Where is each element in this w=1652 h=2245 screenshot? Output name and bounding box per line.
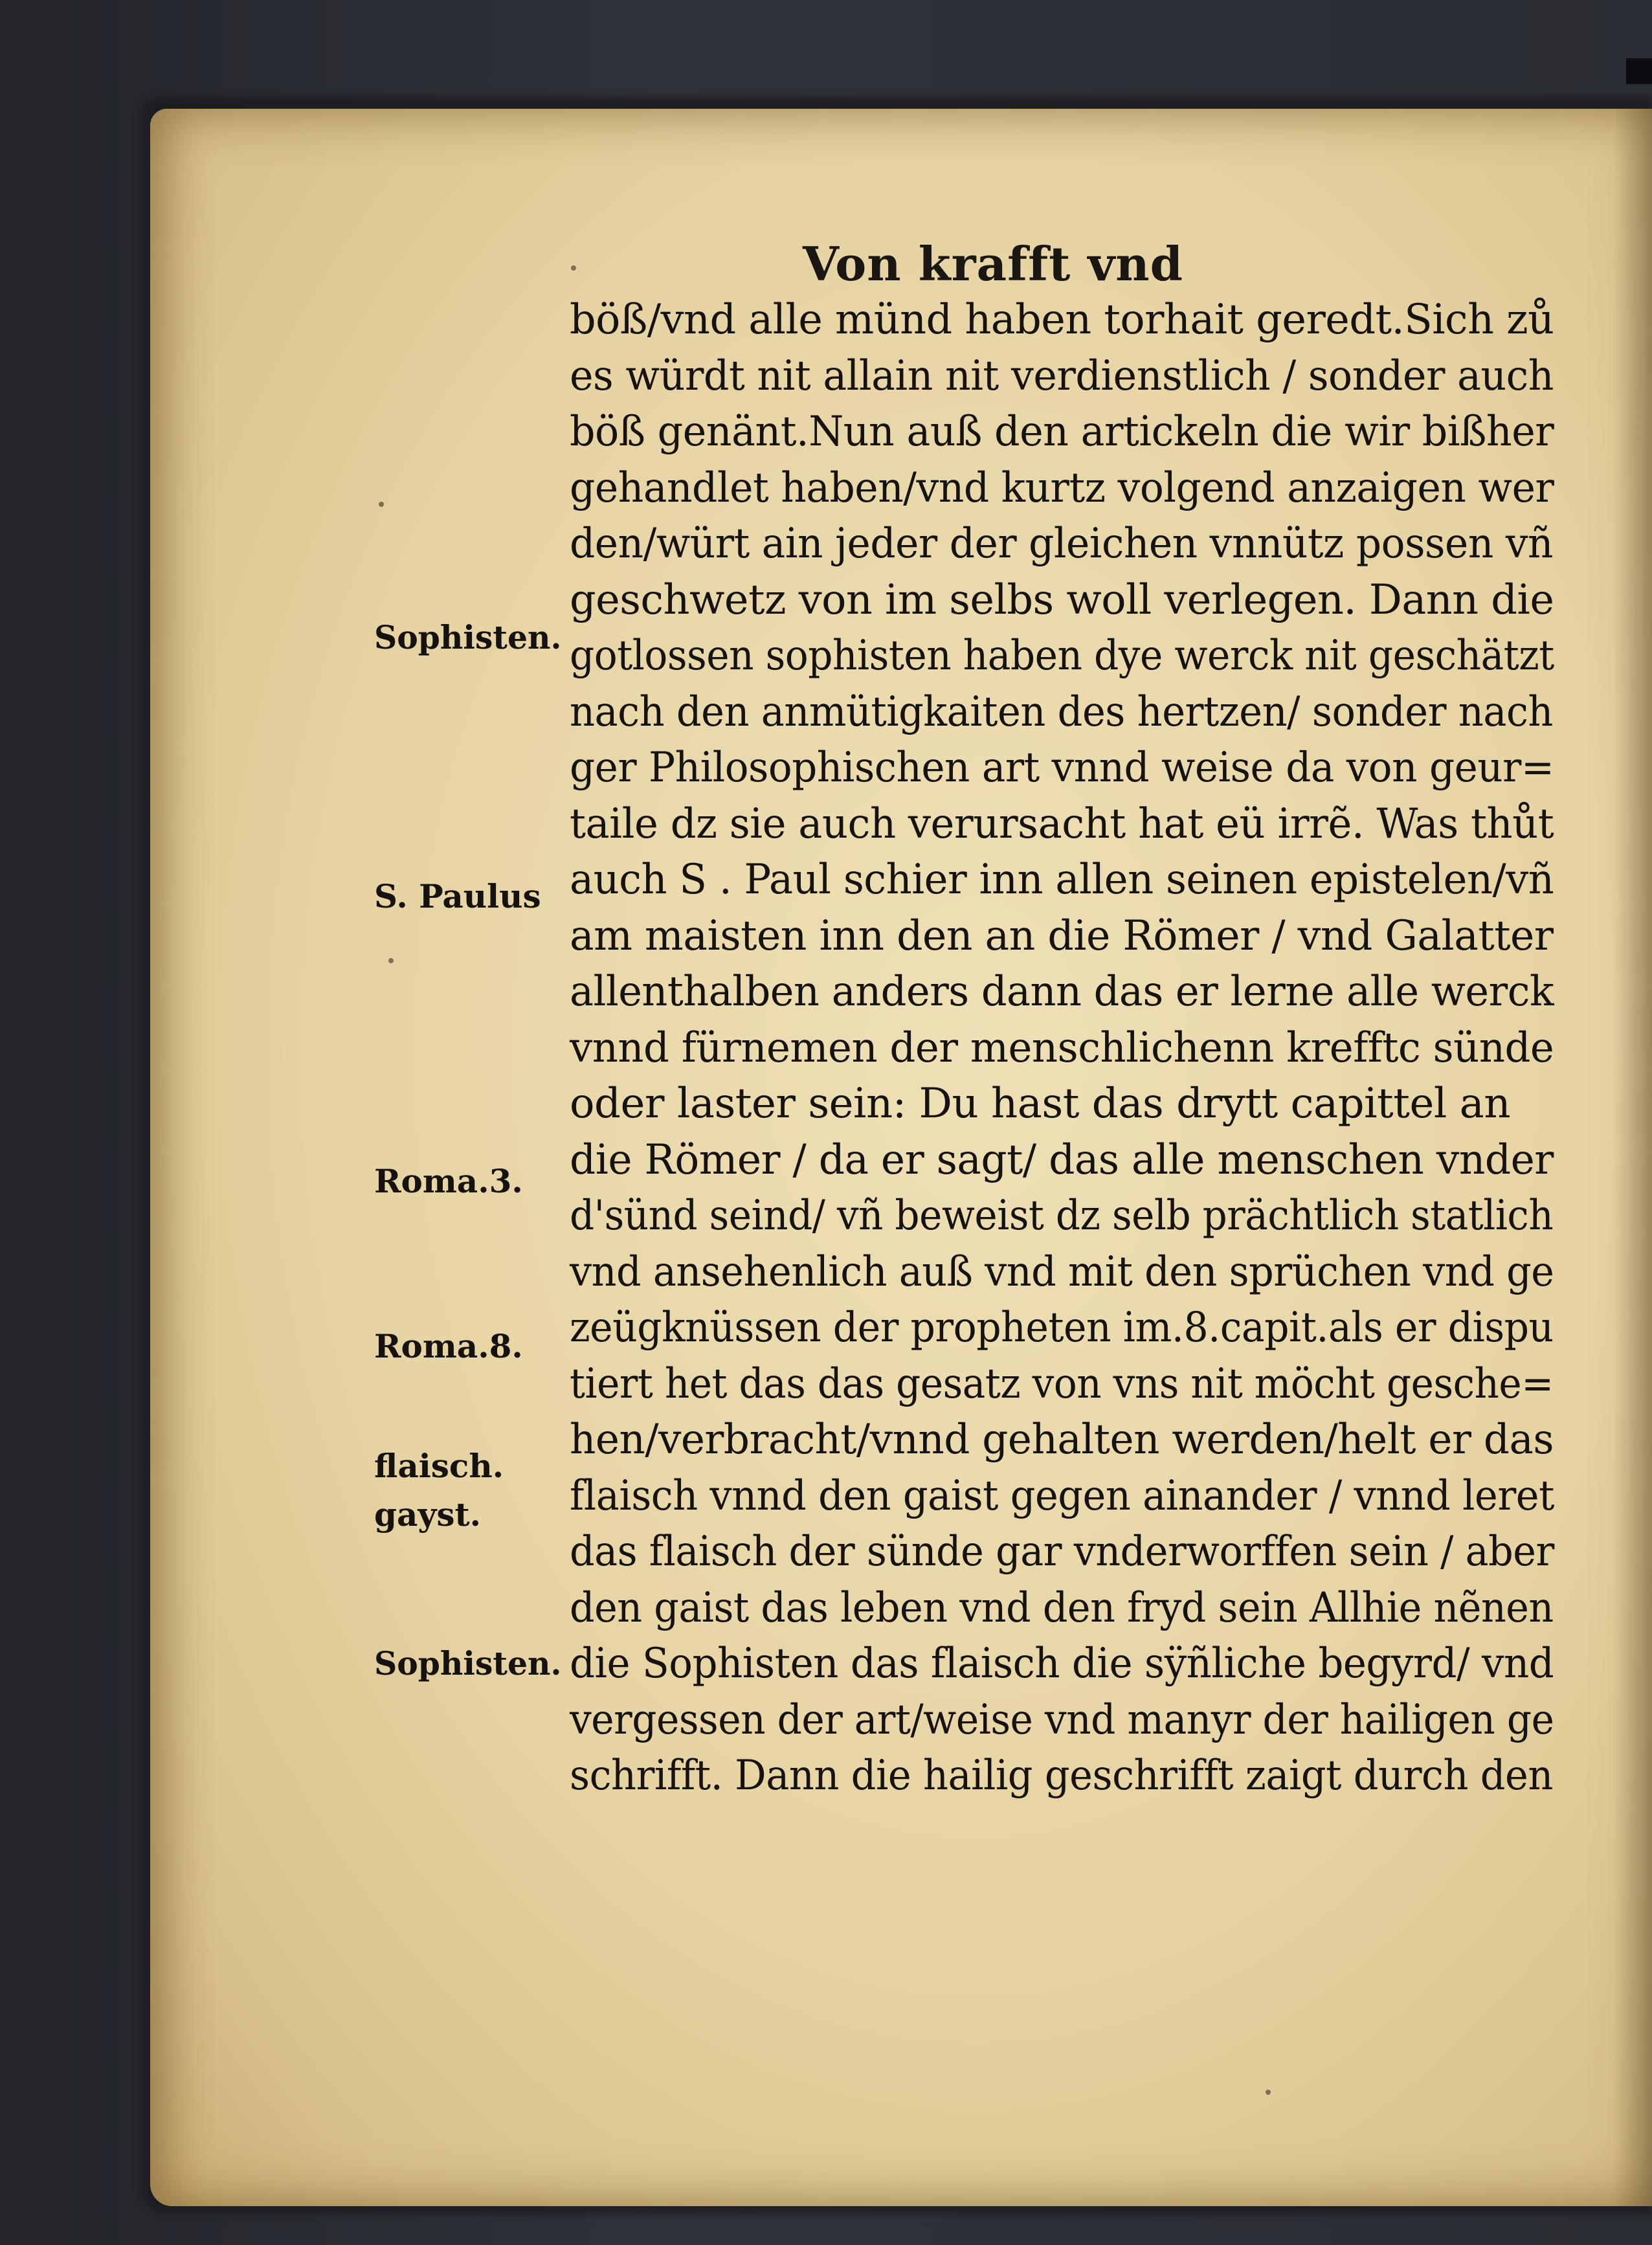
- ink-speck: [379, 502, 384, 507]
- text-line: am maisten inn den an die Römer / vnd Galatter: [570, 911, 1554, 960]
- ink-speck: [571, 265, 576, 271]
- marginal-note: Sophisten.: [374, 618, 562, 656]
- marginal-note: Roma.8.: [374, 1327, 523, 1365]
- ink-speck: [1266, 2090, 1271, 2095]
- ink-speck: [388, 958, 394, 963]
- marginal-note: flaisch.: [374, 1447, 504, 1485]
- marginal-note: Roma.3.: [374, 1162, 523, 1200]
- marginal-note: Sophisten.: [374, 1644, 562, 1682]
- text-line: hen/verbracht/vnnd gehalten werden/helt er das: [570, 1416, 1554, 1464]
- marginal-note: gayst.: [374, 1495, 482, 1534]
- text-line: zeügknüssen der propheten im.8.capit.als er dispu: [570, 1304, 1554, 1352]
- text-line: vnnd fürnemen der menschlichenn krefftc sünde: [570, 1023, 1554, 1072]
- text-line: es würdt nit allain nit verdienstlich / sonder auch: [570, 352, 1554, 400]
- text-line: vnd ansehenlich auß vnd mit den sprüchen vnd ge: [570, 1247, 1554, 1296]
- text-line: nach den anmütigkaiten des hertzen/ sonder nach: [570, 687, 1553, 736]
- text-line: tiert het das das gesatz von vns nit möcht gesche=: [570, 1359, 1554, 1408]
- text-line: gehandlet haben/vnd kurtz volgend anzaigen wer: [570, 464, 1554, 512]
- text-line: den gaist das leben vnd den fryd sein Allhie nẽnen: [570, 1583, 1554, 1632]
- text-line: das flaisch der sünde gar vnderworffen sein / aber: [570, 1528, 1554, 1576]
- text-line: die Römer / da er sagt/ das alle menschen vnder: [570, 1135, 1554, 1184]
- text-line: auch S . Paul schier inn allen seinen epistelen/vñ: [570, 856, 1554, 904]
- text-line: schrifft. Dann die hailig geschrifft zaigt durch den: [570, 1752, 1553, 1800]
- text-line: d'sünd seind/ vñ beweist dz selb prächtlich statlich: [570, 1192, 1554, 1240]
- marginal-note: S. Paulus: [374, 877, 541, 915]
- text-line: flaisch vnnd den gaist gegen ainander / vnnd leret: [570, 1471, 1554, 1520]
- running-head: Von krafft vnd: [803, 236, 1183, 291]
- page-edge-shading: [1613, 109, 1652, 2206]
- text-line: gotlossen sophisten haben dye werck nit geschätzt: [570, 632, 1554, 680]
- text-line: geschwetz von im selbs woll verlegen. Dann die: [570, 575, 1554, 624]
- text-line: ger Philosophischen art vnnd weise da von geur=: [570, 744, 1554, 792]
- text-line: oder laster sein: Du hast das drytt capittel an: [570, 1080, 1511, 1128]
- scanner-corner-mark: [1626, 58, 1652, 84]
- text-line: vergessen der art/weise vnd manyr der hailigen ge: [570, 1695, 1554, 1744]
- text-line: böß genänt.Nun auß den artickeln die wir bißher: [570, 408, 1554, 456]
- text-line: die Sophisten das flaisch die sÿñliche begyrd/ vnd: [570, 1640, 1554, 1688]
- text-line: den/würt ain jeder der gleichen vnnütz possen vñ: [570, 520, 1554, 568]
- text-line: taile dz sie auch verursacht hat eü irrẽ. Was thůt: [570, 799, 1554, 848]
- text-line: allenthalben anders dann das er lerne alle werck: [570, 968, 1554, 1016]
- text-line: böß/vnd alle münd haben torhait geredt.Sich zů: [570, 296, 1554, 344]
